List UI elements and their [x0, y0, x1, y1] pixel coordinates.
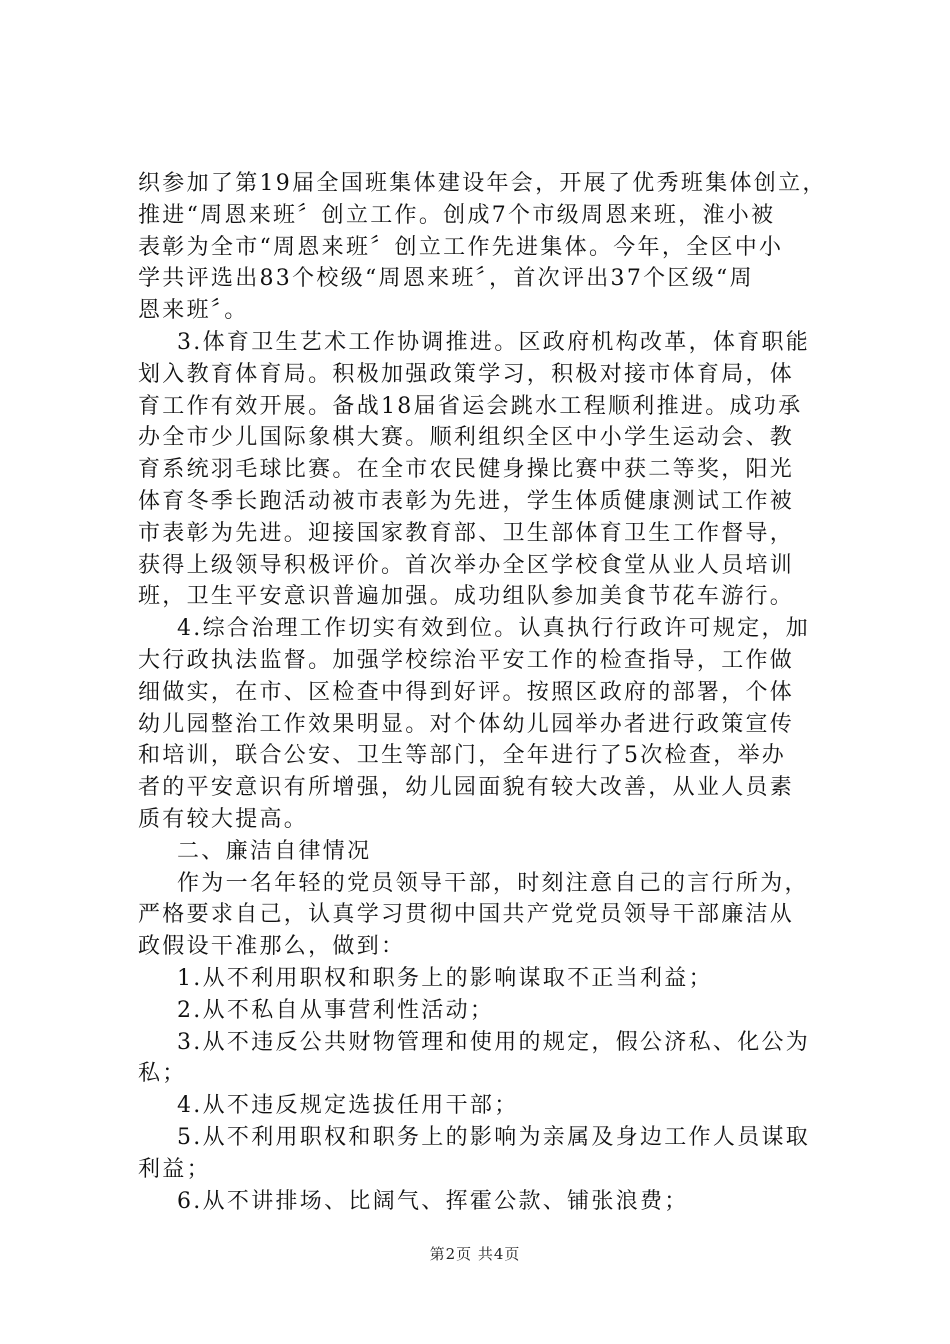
text-line: 划入教育体育局。积极加强政策学习，积极对接市体育局，体: [138, 361, 795, 387]
text-line: 4.从不违反规定选拔任用干部；: [177, 1093, 519, 1119]
text-line: 和培训，联合公安、卫生等部门，全年进行了5次检查，举办: [138, 743, 787, 769]
text-line: 5.从不利用职权和职务上的影响为亲属及身边工作人员谋取: [177, 1124, 811, 1150]
text-line: 恩来班〞。: [138, 298, 249, 324]
body-text: [138, 168, 838, 1217]
text-line: 育系统羽毛球比赛。在全市农民健身操比赛中获二等奖，阳光: [138, 457, 795, 483]
text-line: 细做实，在市、区检查中得到好评。按照区政府的部署，个体: [138, 679, 795, 705]
text-line: 质有较大提高。: [138, 806, 309, 832]
text-line: 育工作有效开展。备战18届省运会跳水工程顺利推进。成功承: [138, 393, 803, 419]
text-line: 获得上级领导积极评价。首次举办全区学校食堂从业人员培训: [138, 552, 795, 578]
text-line: 市表彰为先进。迎接国家教育部、卫生部体育卫生工作督导，: [138, 520, 795, 546]
text-line: 作为一名年轻的党员领导干部，时刻注意自己的言行所为，: [177, 870, 809, 896]
text-line: 表彰为全市“周恩来班〞创立工作先进集体。今年，全区中小: [138, 234, 784, 260]
text-line: 者的平安意识有所增强，幼儿园面貌有较大改善，从业人员素: [138, 775, 795, 801]
text-line: 体育冬季长跑活动被市表彰为先进，学生体质健康测试工作被: [138, 488, 795, 514]
text-line: 班，卫生平安意识普遍加强。成功组队参加美食节花车游行。: [138, 584, 795, 610]
text-line: 2.从不私自从事营利性活动；: [177, 997, 495, 1023]
text-line: 私；: [138, 1061, 187, 1087]
text-line: 大行政执法监督。加强学校综治平安工作的检查指导，工作做: [138, 647, 795, 673]
text-line: 严格要求自己，认真学习贯彻中国共产党党员领导干部廉洁从: [138, 902, 795, 928]
text-line: 推进“周恩来班〞创立工作。创成7个市级周恩来班，淮小被: [138, 202, 776, 228]
text-line: 1.从不利用职权和职务上的影响谋取不正当利益；: [177, 965, 713, 991]
text-line: 二、廉洁自律情况: [177, 838, 372, 864]
text-line: 利益；: [138, 1156, 211, 1182]
text-line: 3.从不违反公共财物管理和使用的规定，假公济私、化公为: [177, 1029, 811, 1055]
text-line: 6.从不讲排场、比阔气、挥霍公款、铺张浪费；: [177, 1188, 689, 1214]
text-line: 织参加了第19届全国班集体建设年会，开展了优秀班集体创立，: [138, 171, 827, 196]
text-line: 4.综合治理工作切实有效到位。认真执行行政许可规定，加: [177, 616, 811, 642]
text-line: 3.体育卫生艺术工作协调推进。区政府机构改革，体育职能: [177, 329, 811, 355]
text-line: 办全市少儿国际象棋大赛。顺利组织全区中小学生运动会、教: [138, 425, 795, 451]
text-line: 政假设干准那么，做到：: [138, 934, 406, 960]
text-line: 学共评选出83个校级“周恩来班〞，首次评出37个区级“周: [138, 266, 754, 292]
page-footer: 第2页 共4页: [429, 1245, 521, 1263]
text-line: 幼儿园整治工作效果明显。对个体幼儿园举办者进行政策宣传: [138, 711, 795, 737]
